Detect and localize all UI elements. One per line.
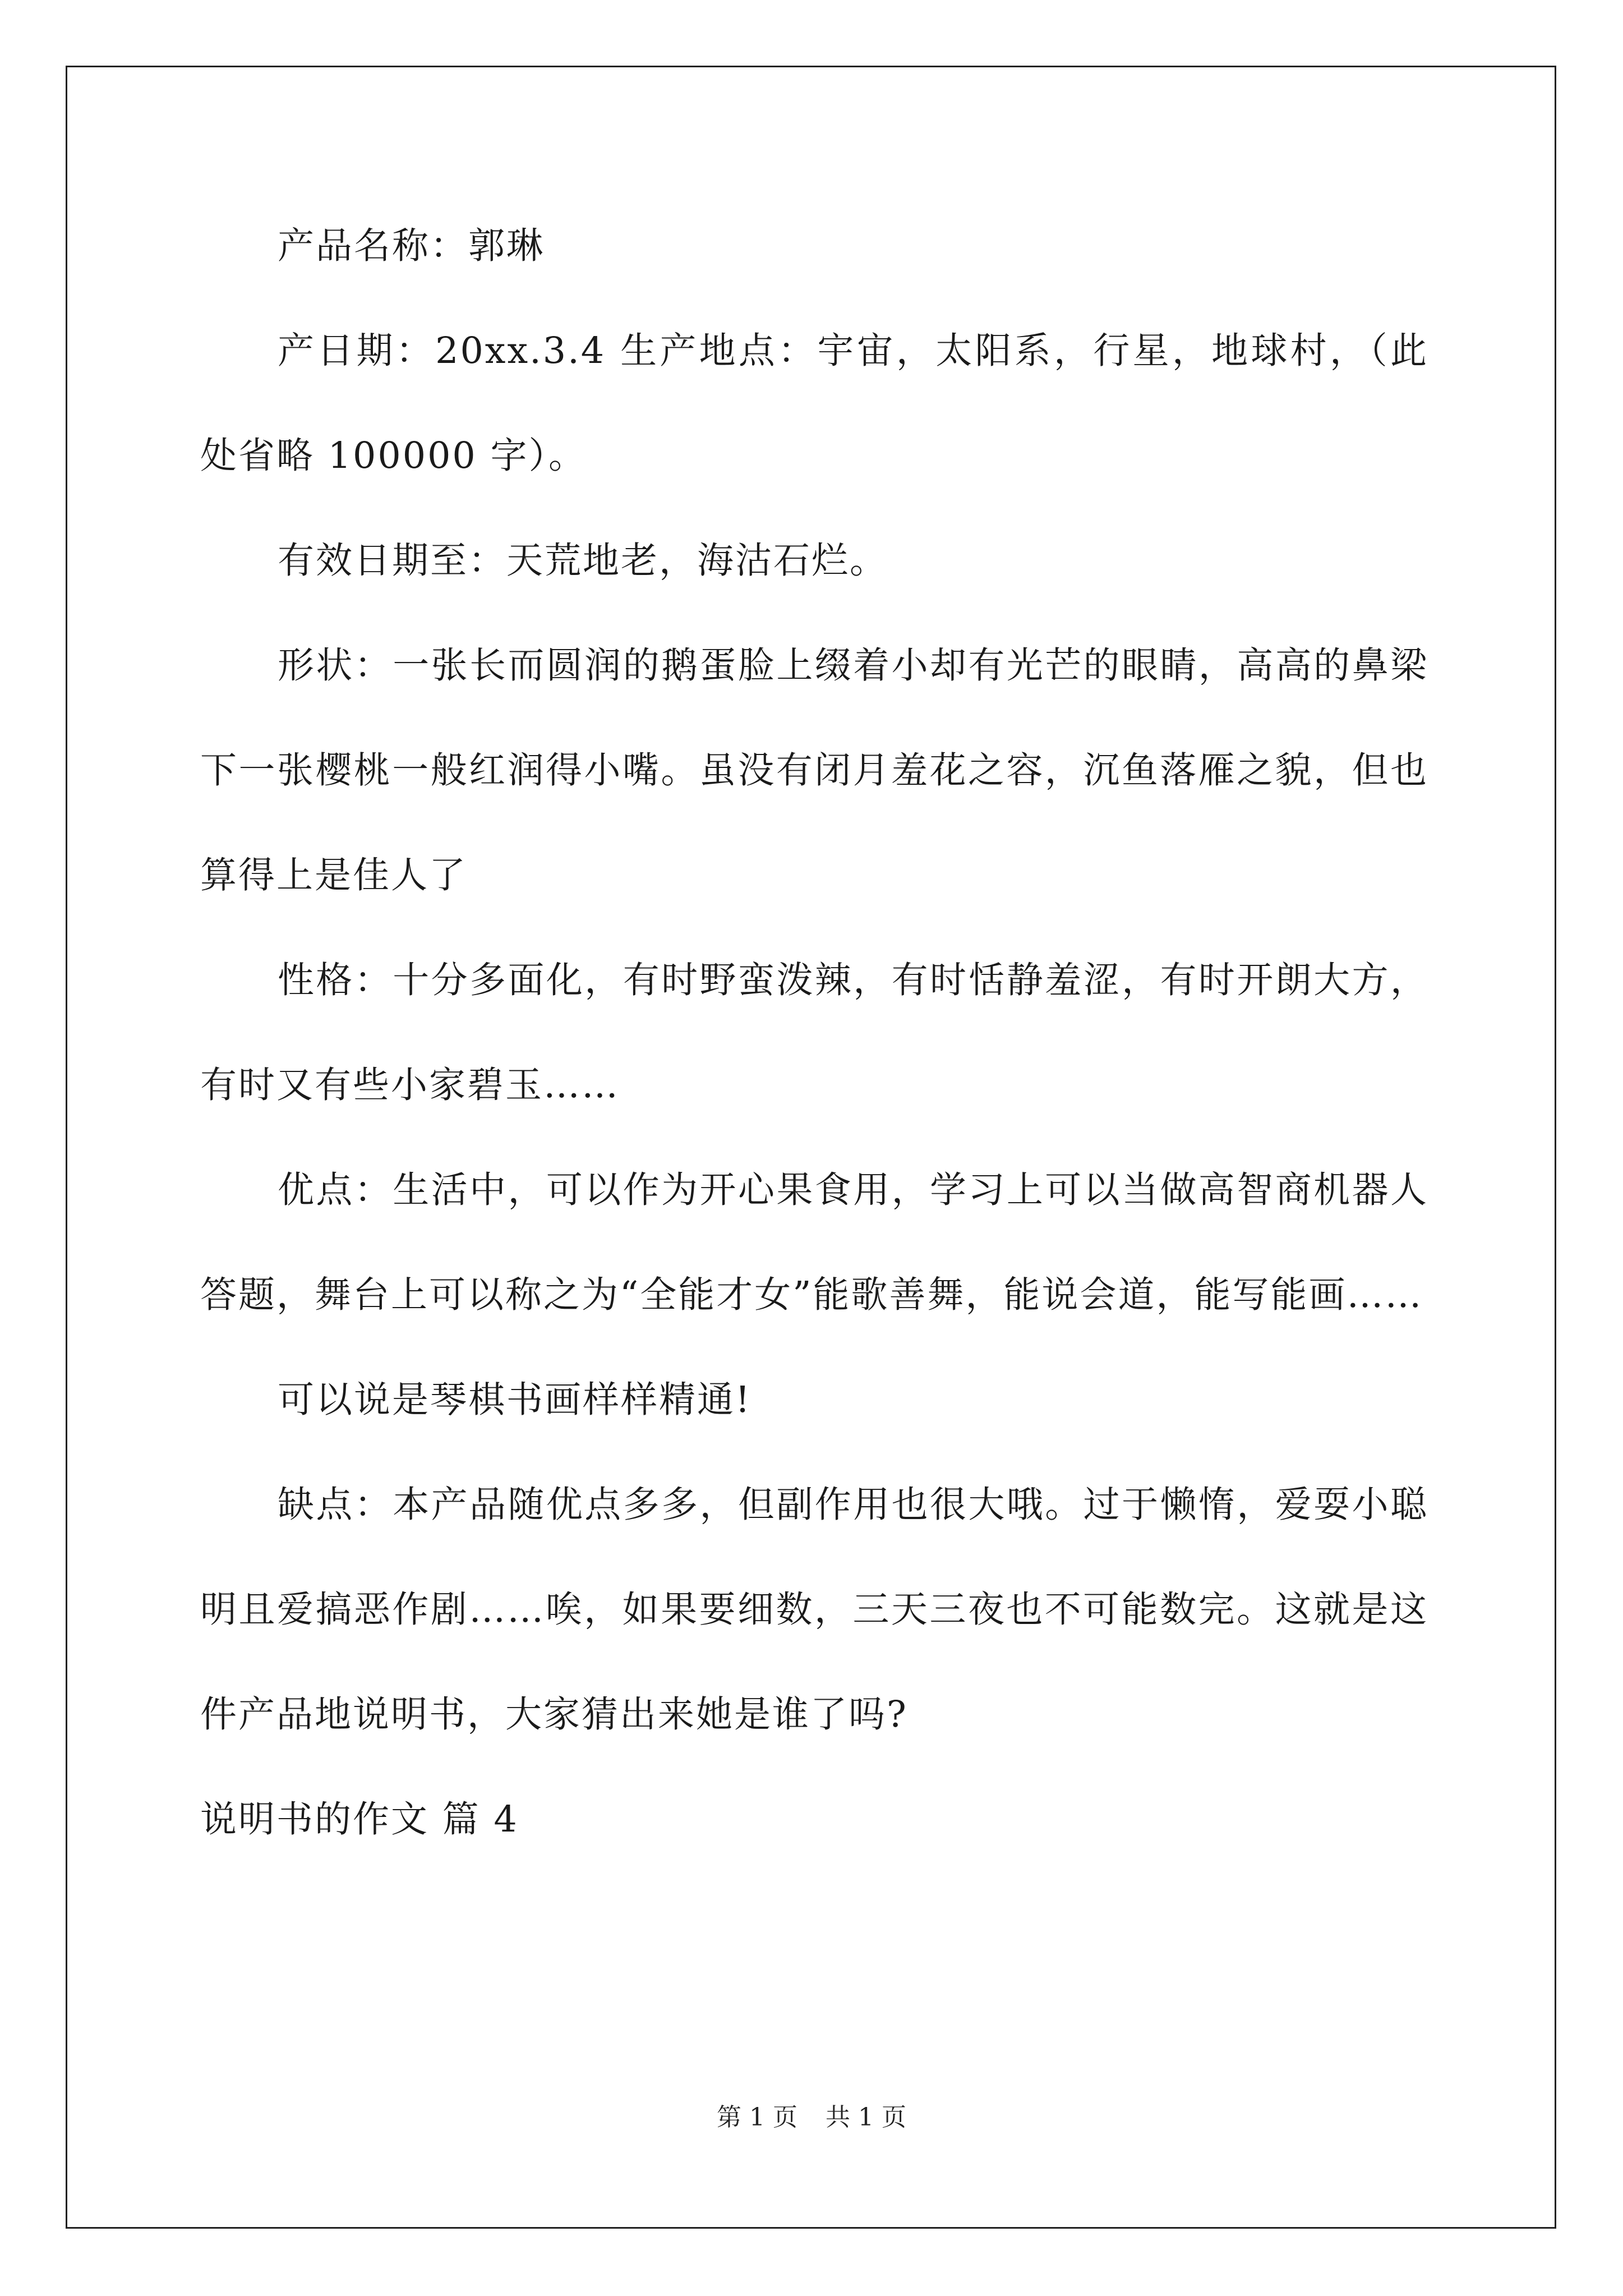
paragraph-summary: 可以说是琴棋书画样样精通! — [278, 1379, 752, 1421]
paragraph-production-info: 产日期：20xx.3.4 生产地点：宇宙，太阳系，行星，地球村，（此处省略 100000 字）。 — [200, 330, 1428, 477]
paragraph-product-name: 产品名称：郭琳 — [278, 225, 545, 267]
paragraph-shape: 形状：一张长而圆润的鹅蛋脸上缀着小却有光芒的眼睛，高高的鼻梁下一张樱桃一般红润得小嘴。虽没有闭月羞花之容，沉鱼落雁之貌，但也算得上是佳人了 — [200, 645, 1428, 896]
page-number: 第 1 页 — [717, 2103, 797, 2132]
paragraph-expiry: 有效日期至：天荒地老，海沽石烂。 — [278, 540, 888, 582]
paragraph-personality: 性格：十分多面化，有时野蛮泼辣，有时恬静羞涩，有时开朗大方，有时又有些小家碧玉…… — [200, 959, 1428, 1106]
page-footer — [0, 2097, 1623, 2133]
section-heading: 说明书的作文 篇 4 — [200, 1798, 519, 1841]
paragraph-advantages: 优点：生活中，可以作为开心果食用，学习上可以当做高智商机器人答题，舞台上可以称之为“全能才女”能歌善舞，能说会道，能写能画…… — [200, 1169, 1428, 1316]
page-total: 共 1 页 — [826, 2103, 906, 2132]
document-body — [200, 194, 1428, 1872]
paragraph-disadvantages: 缺点：本产品随优点多多，但副作用也很大哦。过于懒惰，爱耍小聪明且爱搞恶作剧……唉，如果要细数，三天三夜也不可能数完。这就是这件产品地说明书，大家猜出来她是谁了吗? — [200, 1484, 1428, 1736]
